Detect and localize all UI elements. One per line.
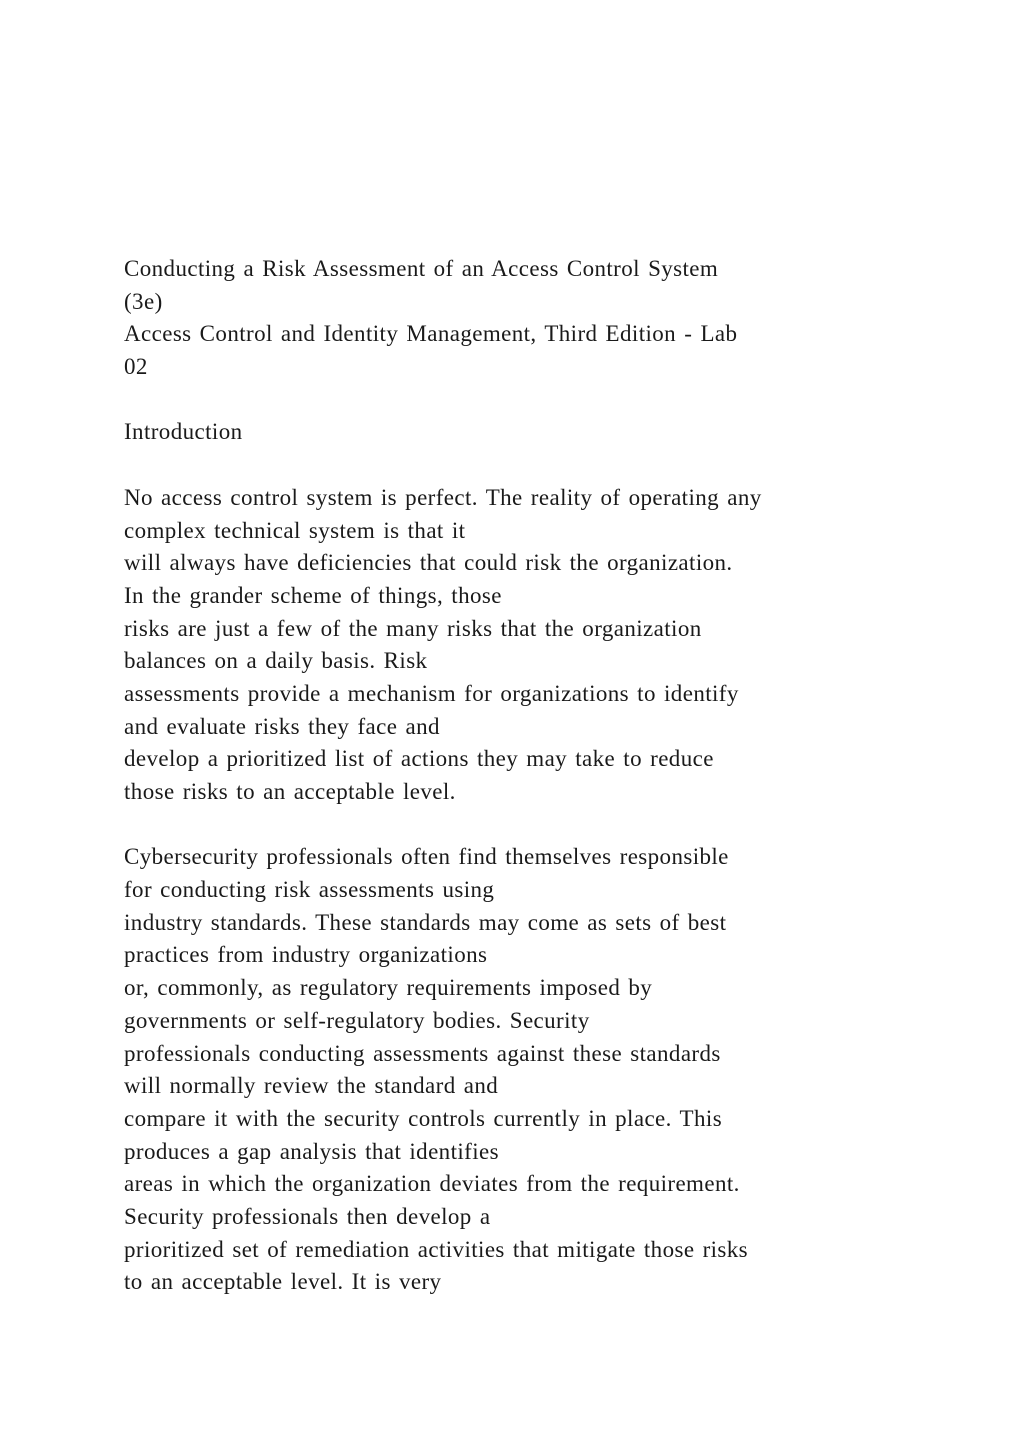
paragraph-line: will always have deficiencies that could risk the organization. — [124, 550, 733, 576]
paragraph-line: compare it with the security controls currently in place. This — [124, 1105, 723, 1131]
paragraph-line: risks are just a few of the many risks that the organization — [124, 615, 702, 641]
paragraph-line: Security professionals then develop a — [124, 1203, 491, 1229]
spacer — [124, 809, 984, 842]
section-heading-introduction: Introduction — [124, 419, 243, 445]
paragraph-line: for conducting risk assessments using — [124, 877, 495, 903]
spacer — [124, 449, 984, 482]
title-line: (3e) — [124, 288, 163, 314]
document-body — [124, 253, 984, 1299]
paragraph-line: will normally review the standard and — [124, 1073, 499, 1099]
paragraph-line: produces a gap analysis that identifies — [124, 1138, 499, 1164]
paragraph-line: industry standards. These standards may come as sets of best — [124, 909, 727, 935]
document-title — [124, 253, 984, 384]
paragraph-line: practices from industry organizations — [124, 942, 488, 968]
spacer — [124, 384, 984, 417]
title-line: Conducting a Risk Assessment of an Access Control System — [124, 256, 719, 281]
title-line: Access Control and Identity Management, Third Edition - Lab — [124, 321, 738, 347]
paragraph-line: areas in which the organization deviates from the requirement. — [124, 1171, 740, 1197]
paragraph-line: In the grander scheme of things, those — [124, 582, 502, 608]
paragraph-line: develop a prioritized list of actions they may take to reduce — [124, 746, 714, 772]
paragraph-line: complex technical system is that it — [124, 517, 466, 543]
paragraph-line: prioritized set of remediation activities that mitigate those risks — [124, 1236, 749, 1262]
paragraph-line: assessments provide a mechanism for organizations to identify — [124, 680, 739, 706]
title-line: 02 — [124, 354, 148, 380]
paragraph-line: or, commonly, as regulatory requirements imposed by — [124, 975, 653, 1001]
paragraph-line: governments or self-regulatory bodies. Security — [124, 1007, 590, 1033]
paragraph-line: to an acceptable level. It is very — [124, 1269, 442, 1295]
paragraph-line: Cybersecurity professionals often find themselves responsible — [124, 844, 729, 870]
paragraph-1 — [124, 482, 984, 809]
paragraph-line: No access control system is perfect. The reality of operating any — [124, 484, 762, 510]
paragraph-line: those risks to an acceptable level. — [124, 779, 456, 804]
paragraph-2 — [124, 841, 984, 1299]
paragraph-line: professionals conducting assessments against these standards — [124, 1040, 721, 1066]
paragraph-line: and evaluate risks they face and — [124, 713, 440, 739]
paragraph-line: balances on a daily basis. Risk — [124, 648, 428, 674]
